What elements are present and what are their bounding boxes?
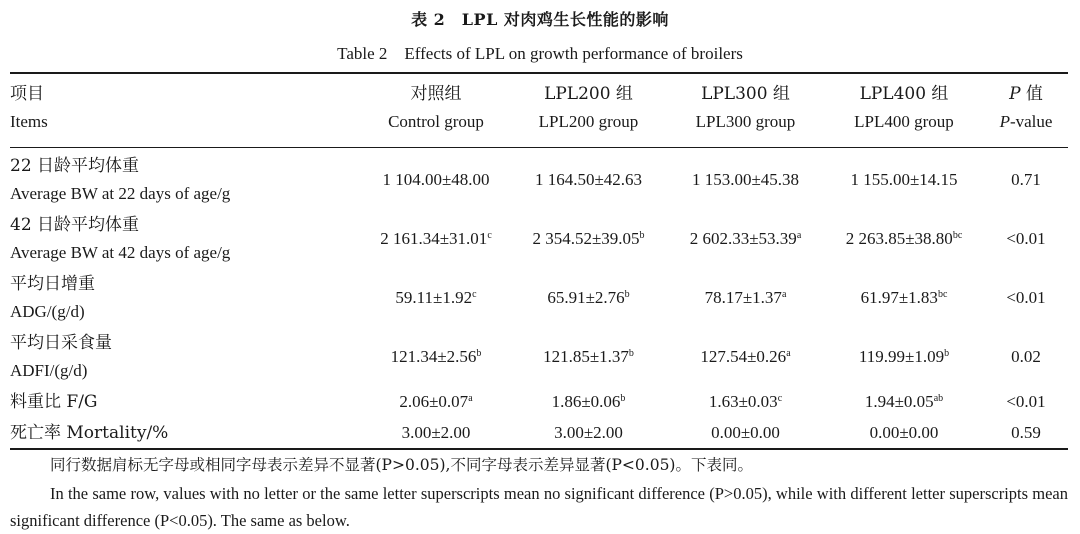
row-label-text: 死亡率 Mortality/%: [10, 423, 169, 443]
table-note-chinese: 同行数据肩标无字母或相同字母表示差异不显著(P>0.05),不同字母表示差异显著(P<0.05)。下表同。: [50, 456, 753, 474]
header-group-lpl200: [510, 80, 667, 136]
cell-p-value: <0.01: [1006, 392, 1046, 411]
value-text: 65.91±2.76: [547, 287, 625, 307]
header-group-en: Control group: [388, 112, 484, 131]
value-text: 1 104.00±48.00: [382, 169, 490, 189]
value-text: 2 602.33±53.39: [689, 228, 797, 248]
value-text: 3.00±2.00: [554, 423, 623, 442]
row-label: [10, 268, 362, 327]
cell-value: [667, 150, 824, 209]
table-header: [10, 80, 1068, 136]
value-text: 78.17±1.37: [704, 287, 782, 307]
value-superscript: bc: [952, 229, 963, 241]
value-superscript: a: [786, 347, 791, 359]
value-text: 0.00±0.00: [711, 423, 780, 442]
row-label: [10, 150, 362, 209]
value-text: 127.54±0.26: [700, 346, 787, 366]
header-group-lpl300: [667, 80, 824, 136]
header-items: [10, 80, 362, 136]
table-row: [10, 209, 1068, 268]
header-group-en: LPL200 group: [538, 112, 639, 131]
value-superscript: ab: [933, 393, 944, 404]
table-row: [10, 150, 1068, 209]
table-row: [10, 268, 1068, 327]
table-row: [10, 327, 1068, 386]
row-label: [10, 386, 362, 418]
table-note-english: In the same row, values with no letter or the same letter superscripts mean no significant difference (P>0.05), while with different letter superscripts mean significant difference (P<0.05). The same as below.: [10, 484, 1068, 530]
cell-value: [510, 150, 667, 209]
value-text: 1.63±0.03: [708, 392, 778, 411]
value-text: 1 153.00±45.38: [691, 169, 800, 189]
value-superscript: b: [624, 288, 630, 300]
row-label: [10, 209, 362, 268]
cell-value: [510, 209, 667, 268]
cell-value: [510, 268, 667, 327]
header-group-lpl400: [824, 80, 984, 136]
cell-p-value: 0.59: [1011, 423, 1041, 442]
header-p-value: [984, 80, 1068, 136]
header-group-cn: LPL300 组: [701, 84, 790, 104]
row-label-en: ADG/(g/d): [10, 301, 85, 321]
value-text: 2.06±0.07: [399, 392, 469, 411]
value-superscript: b: [620, 393, 626, 404]
header-items-cn: 项目: [10, 84, 44, 104]
header-group-cn: 对照组: [410, 84, 462, 104]
p-italic: P: [1009, 84, 1021, 104]
row-label: [10, 327, 362, 386]
value-superscript: a: [796, 229, 802, 241]
header-group-en: LPL400 group: [854, 112, 954, 131]
p-italic: P: [999, 112, 1010, 131]
value-text: 61.97±1.83: [860, 287, 938, 307]
cell-value: [824, 150, 984, 209]
value-text: 2 263.85±38.80: [845, 228, 953, 248]
value-superscript: b: [944, 347, 950, 359]
value-text: 3.00±2.00: [401, 423, 471, 442]
value-text: 119.99±1.09: [858, 346, 945, 366]
row-label: [10, 418, 362, 448]
value-superscript: a: [468, 393, 473, 404]
value-text: 1.86±0.06: [551, 392, 621, 411]
table-row: [10, 386, 1068, 418]
cell-value: [510, 327, 667, 386]
value-text: 121.85±1.37: [543, 346, 629, 366]
cell-value: [362, 327, 510, 386]
cell-value: [667, 386, 824, 418]
value-superscript: c: [777, 393, 783, 404]
cell-value: [362, 209, 510, 268]
row-label-cn: 平均日增重: [10, 273, 95, 294]
table-caption-english: Table 2 Effects of LPL on growth performance of broilers: [337, 44, 743, 63]
cell-value: [667, 418, 824, 448]
row-label-cn: 22 日龄平均体重: [10, 155, 140, 176]
cell-value: [362, 418, 510, 448]
cell-value: [667, 209, 824, 268]
value-text: 59.11±1.92: [395, 287, 473, 307]
row-label-en: ADFI/(g/d): [10, 360, 88, 380]
cell-value: [510, 418, 667, 448]
cell-value: [362, 150, 510, 209]
header-group-control: [362, 80, 510, 136]
row-label-cn: 42 日龄平均体重: [10, 214, 140, 235]
cell-value: [362, 386, 510, 418]
value-text: 1 155.00±14.15: [850, 169, 958, 189]
cell-value: [824, 418, 984, 448]
cell-value: [667, 268, 824, 327]
value-superscript: bc: [937, 288, 948, 300]
row-label-en: Average BW at 22 days of age/g: [10, 183, 231, 203]
row-label-en: Average BW at 42 days of age/g: [10, 242, 231, 262]
value-text: 1.94±0.05: [864, 392, 934, 411]
header-p-en: [984, 108, 1068, 136]
header-items-en: Items: [10, 112, 48, 131]
value-text: 0.00±0.00: [869, 423, 939, 442]
value-superscript: c: [472, 288, 477, 300]
header-rule: [10, 147, 1068, 148]
header-group-cn: LPL400 组: [859, 84, 949, 104]
bottom-rule: [10, 448, 1068, 450]
p-suffix-en: -value: [1009, 112, 1053, 131]
header-group-en: LPL300 group: [695, 112, 796, 131]
row-label-text: 料重比 F/G: [10, 392, 98, 412]
value-superscript: b: [639, 229, 645, 241]
header-group-cn: LPL200 组: [544, 84, 633, 104]
cell-p-value: 0.02: [1011, 346, 1041, 366]
value-text: 1 164.50±42.63: [534, 169, 643, 189]
value-superscript: b: [476, 347, 482, 359]
value-superscript: a: [781, 288, 787, 300]
value-superscript: b: [628, 347, 634, 359]
p-suffix-cn: 值: [1020, 84, 1043, 104]
value-text: 121.34±2.56: [390, 346, 477, 366]
cell-value: [510, 386, 667, 418]
cell-value: [824, 386, 984, 418]
header-p-cn: [984, 80, 1068, 108]
value-text: 2 354.52±39.05: [532, 228, 640, 248]
cell-value: [362, 268, 510, 327]
value-text: 2 161.34±31.01: [380, 228, 488, 248]
row-label-cn: 平均日采食量: [10, 332, 112, 353]
table-body: [10, 150, 1068, 448]
top-rule: [10, 72, 1068, 74]
value-superscript: c: [487, 229, 492, 241]
cell-value: [667, 327, 824, 386]
table-row: [10, 418, 1068, 448]
cell-value: [824, 327, 984, 386]
cell-value: [824, 268, 984, 327]
cell-p-value: <0.01: [1006, 228, 1046, 248]
cell-value: [824, 209, 984, 268]
cell-p-value: 0.71: [1011, 169, 1041, 189]
cell-p-value: <0.01: [1006, 287, 1046, 307]
table-caption-chinese: 表 2 LPL 对肉鸡生长性能的影响: [411, 10, 669, 29]
